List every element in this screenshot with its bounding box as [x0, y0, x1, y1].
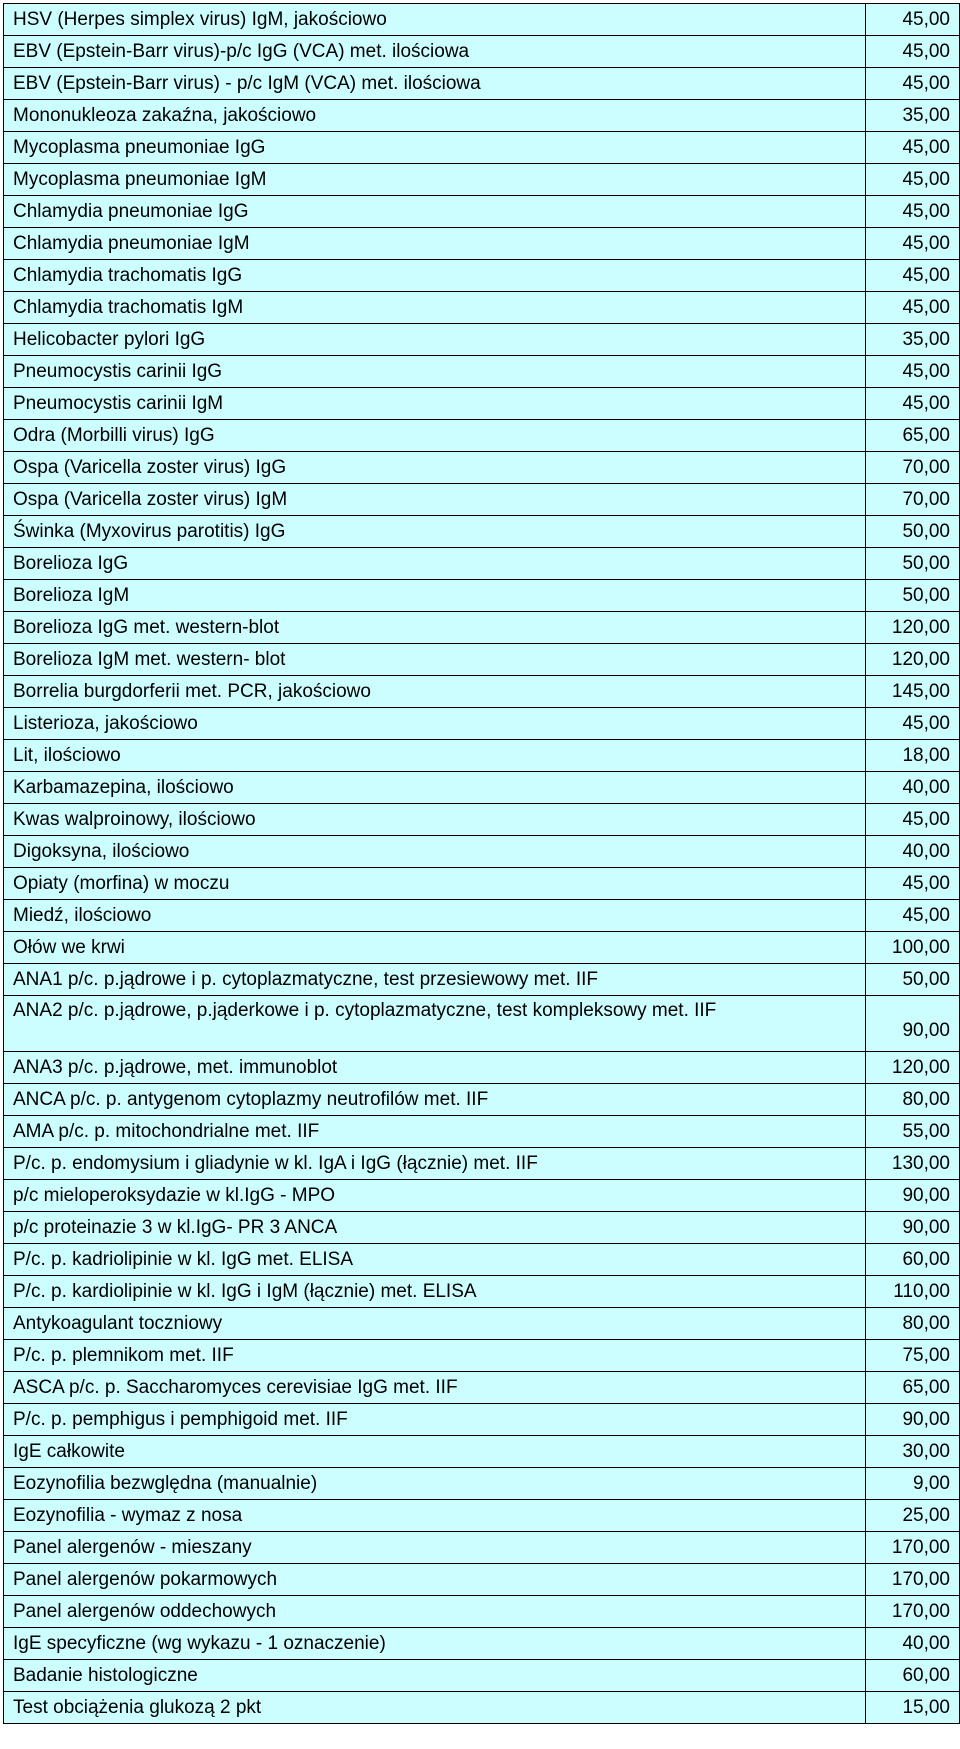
- price-cell: 70,00: [866, 484, 960, 516]
- price-cell: 15,00: [866, 1692, 960, 1724]
- test-name-cell: Panel alergenów pokarmowych: [4, 1564, 866, 1596]
- table-row: [4, 452, 960, 484]
- table-row: [4, 196, 960, 228]
- table-row: [4, 1436, 960, 1468]
- price-cell: 120,00: [866, 1052, 960, 1084]
- table-row: [4, 356, 960, 388]
- table-row: [4, 1180, 960, 1212]
- test-name-cell: Chlamydia trachomatis IgG: [4, 260, 866, 292]
- table-row: [4, 292, 960, 324]
- price-cell: 45,00: [866, 164, 960, 196]
- price-cell: 40,00: [866, 836, 960, 868]
- test-name-cell: Karbamazepina, ilościowo: [4, 772, 866, 804]
- test-name-cell: Mycoplasma pneumoniae IgG: [4, 132, 866, 164]
- price-cell: 40,00: [866, 1628, 960, 1660]
- table-row: [4, 1564, 960, 1596]
- table-row: [4, 836, 960, 868]
- price-cell: 45,00: [866, 196, 960, 228]
- test-name-cell: EBV (Epstein-Barr virus)-p/c IgG (VCA) met. ilościowa: [4, 36, 866, 68]
- price-cell: 45,00: [866, 228, 960, 260]
- price-cell: 45,00: [866, 292, 960, 324]
- table-row: [4, 1404, 960, 1436]
- test-name-cell: EBV (Epstein-Barr virus) - p/c IgM (VCA) met. ilościowa: [4, 68, 866, 100]
- test-name-cell: Borelioza IgG met. western-blot: [4, 612, 866, 644]
- test-name-cell: Borelioza IgM: [4, 580, 866, 612]
- price-cell: 65,00: [866, 1372, 960, 1404]
- test-name-cell: Borelioza IgM met. western- blot: [4, 644, 866, 676]
- test-name-cell: P/c. p. kardiolipinie w kl. IgG i IgM (łącznie) met. ELISA: [4, 1276, 866, 1308]
- price-cell: 90,00: [866, 996, 960, 1052]
- test-name-cell: Borrelia burgdorferii met. PCR, jakościowo: [4, 676, 866, 708]
- test-name-cell: P/c. p. pemphigus i pemphigoid met. IIF: [4, 1404, 866, 1436]
- price-cell: 9,00: [866, 1468, 960, 1500]
- test-name-cell: Eozynofilia - wymaz z nosa: [4, 1500, 866, 1532]
- table-row: [4, 772, 960, 804]
- price-cell: 60,00: [866, 1660, 960, 1692]
- price-cell: 100,00: [866, 932, 960, 964]
- test-name-cell: Mycoplasma pneumoniae IgM: [4, 164, 866, 196]
- price-cell: 60,00: [866, 1244, 960, 1276]
- price-cell: 145,00: [866, 676, 960, 708]
- test-name-cell: Listerioza, jakościowo: [4, 708, 866, 740]
- price-cell: 45,00: [866, 356, 960, 388]
- test-name-cell: Pneumocystis carinii IgG: [4, 356, 866, 388]
- test-name-cell: p/c mieloperoksydazie w kl.IgG - MPO: [4, 1180, 866, 1212]
- price-cell: 35,00: [866, 100, 960, 132]
- price-cell: 50,00: [866, 580, 960, 612]
- test-name-cell: Miedź, ilościowo: [4, 900, 866, 932]
- table-row: [4, 740, 960, 772]
- test-name-cell: IgE całkowite: [4, 1436, 866, 1468]
- price-cell: 45,00: [866, 68, 960, 100]
- test-name-cell: Ołów we krwi: [4, 932, 866, 964]
- test-name-cell: Antykoagulant toczniowy: [4, 1308, 866, 1340]
- table-row: [4, 1308, 960, 1340]
- table-row: [4, 132, 960, 164]
- table-row: [4, 516, 960, 548]
- table-row: [4, 676, 960, 708]
- table-row: [4, 1084, 960, 1116]
- test-name-cell: Pneumocystis carinii IgM: [4, 388, 866, 420]
- price-cell: 25,00: [866, 1500, 960, 1532]
- table-row: [4, 100, 960, 132]
- price-cell: 45,00: [866, 900, 960, 932]
- test-name-cell: ASCA p/c. p. Saccharomyces cerevisiae IgG met. IIF: [4, 1372, 866, 1404]
- test-name-cell: Opiaty (morfina) w moczu: [4, 868, 866, 900]
- table-row: [4, 68, 960, 100]
- test-name-cell: Borelioza IgG: [4, 548, 866, 580]
- table-row: [4, 932, 960, 964]
- price-cell: 90,00: [866, 1212, 960, 1244]
- test-name-cell: Eozynofilia bezwględna (manualnie): [4, 1468, 866, 1500]
- price-cell: 35,00: [866, 324, 960, 356]
- table-row: [4, 900, 960, 932]
- test-name-cell: HSV (Herpes simplex virus) IgM, jakościowo: [4, 4, 866, 36]
- test-name-cell: Mononukleoza zakaźna, jakościowo: [4, 100, 866, 132]
- price-cell: 45,00: [866, 388, 960, 420]
- test-name-cell: Świnka (Myxovirus parotitis) IgG: [4, 516, 866, 548]
- price-cell: 45,00: [866, 4, 960, 36]
- price-cell: 50,00: [866, 548, 960, 580]
- price-cell: 120,00: [866, 644, 960, 676]
- test-name-cell: Odra (Morbilli virus) IgG: [4, 420, 866, 452]
- table-row: [4, 1116, 960, 1148]
- price-cell: 170,00: [866, 1596, 960, 1628]
- price-cell: 75,00: [866, 1340, 960, 1372]
- table-row: [4, 1212, 960, 1244]
- test-name-cell: Kwas walproinowy, ilościowo: [4, 804, 866, 836]
- table-row: [4, 548, 960, 580]
- test-name-cell: ANA2 p/c. p.jądrowe, p.jąderkowe i p. cytoplazmatyczne, test kompleksowy met. IIF: [4, 996, 866, 1052]
- test-name-cell: Chlamydia trachomatis IgM: [4, 292, 866, 324]
- price-cell: 110,00: [866, 1276, 960, 1308]
- table-row: [4, 260, 960, 292]
- table-row: [4, 420, 960, 452]
- test-name-cell: P/c. p. endomysium i gliadynie w kl. IgA i IgG (łącznie) met. IIF: [4, 1148, 866, 1180]
- price-cell: 80,00: [866, 1084, 960, 1116]
- test-name-cell: Ospa (Varicella zoster virus) IgM: [4, 484, 866, 516]
- table-row: [4, 1052, 960, 1084]
- price-cell: 45,00: [866, 708, 960, 740]
- price-list-table: [3, 3, 960, 1724]
- price-cell: 30,00: [866, 1436, 960, 1468]
- price-cell: 45,00: [866, 804, 960, 836]
- table-row: [4, 868, 960, 900]
- table-row: [4, 1500, 960, 1532]
- test-name-cell: AMA p/c. p. mitochondrialne met. IIF: [4, 1116, 866, 1148]
- test-name-cell: P/c. p. plemnikom met. IIF: [4, 1340, 866, 1372]
- test-name-cell: Helicobacter pylori IgG: [4, 324, 866, 356]
- table-row: [4, 708, 960, 740]
- test-name-cell: Panel alergenów - mieszany: [4, 1532, 866, 1564]
- table-row: [4, 1596, 960, 1628]
- table-row: [4, 4, 960, 36]
- table-row: [4, 1276, 960, 1308]
- test-name-cell: Chlamydia pneumoniae IgM: [4, 228, 866, 260]
- price-cell: 170,00: [866, 1564, 960, 1596]
- table-row: [4, 644, 960, 676]
- table-row: [4, 164, 960, 196]
- test-name-cell: Digoksyna, ilościowo: [4, 836, 866, 868]
- price-cell: 90,00: [866, 1404, 960, 1436]
- test-name-cell: Chlamydia pneumoniae IgG: [4, 196, 866, 228]
- test-name-cell: ANA1 p/c. p.jądrowe i p. cytoplazmatyczne, test przesiewowy met. IIF: [4, 964, 866, 996]
- table-row: [4, 1628, 960, 1660]
- price-cell: 80,00: [866, 1308, 960, 1340]
- table-row: [4, 1468, 960, 1500]
- price-cell: 65,00: [866, 420, 960, 452]
- test-name-cell: Panel alergenów oddechowych: [4, 1596, 866, 1628]
- table-row: [4, 804, 960, 836]
- table-row: [4, 36, 960, 68]
- price-cell: 120,00: [866, 612, 960, 644]
- price-cell: 40,00: [866, 772, 960, 804]
- test-name-cell: Ospa (Varicella zoster virus) IgG: [4, 452, 866, 484]
- price-cell: 45,00: [866, 260, 960, 292]
- table-row: [4, 1532, 960, 1564]
- table-row: [4, 1692, 960, 1724]
- table-row: [4, 1340, 960, 1372]
- price-cell: 90,00: [866, 1180, 960, 1212]
- test-name-cell: p/c proteinazie 3 w kl.IgG- PR 3 ANCA: [4, 1212, 866, 1244]
- test-name-cell: Badanie histologiczne: [4, 1660, 866, 1692]
- table-row: [4, 388, 960, 420]
- test-name-cell: ANA3 p/c. p.jądrowe, met. immunoblot: [4, 1052, 866, 1084]
- price-cell: 18,00: [866, 740, 960, 772]
- table-row: [4, 964, 960, 996]
- table-row: [4, 1148, 960, 1180]
- table-row: [4, 324, 960, 356]
- price-cell: 170,00: [866, 1532, 960, 1564]
- price-list-body: [4, 4, 960, 1724]
- price-cell: 130,00: [866, 1148, 960, 1180]
- test-name-cell: ANCA p/c. p. antygenom cytoplazmy neutrofilów met. IIF: [4, 1084, 866, 1116]
- table-row: [4, 228, 960, 260]
- price-cell: 45,00: [866, 132, 960, 164]
- table-row: [4, 996, 960, 1052]
- price-cell: 55,00: [866, 1116, 960, 1148]
- test-name-cell: IgE specyficzne (wg wykazu - 1 oznaczenie): [4, 1628, 866, 1660]
- price-cell: 50,00: [866, 964, 960, 996]
- table-row: [4, 1372, 960, 1404]
- price-cell: 50,00: [866, 516, 960, 548]
- test-name-cell: Test obciążenia glukozą 2 pkt: [4, 1692, 866, 1724]
- test-name-cell: Lit, ilościowo: [4, 740, 866, 772]
- price-cell: 70,00: [866, 452, 960, 484]
- price-cell: 45,00: [866, 36, 960, 68]
- table-row: [4, 484, 960, 516]
- table-row: [4, 1660, 960, 1692]
- test-name-cell: P/c. p. kadriolipinie w kl. IgG met. ELISA: [4, 1244, 866, 1276]
- price-cell: 45,00: [866, 868, 960, 900]
- table-row: [4, 612, 960, 644]
- table-row: [4, 580, 960, 612]
- table-row: [4, 1244, 960, 1276]
